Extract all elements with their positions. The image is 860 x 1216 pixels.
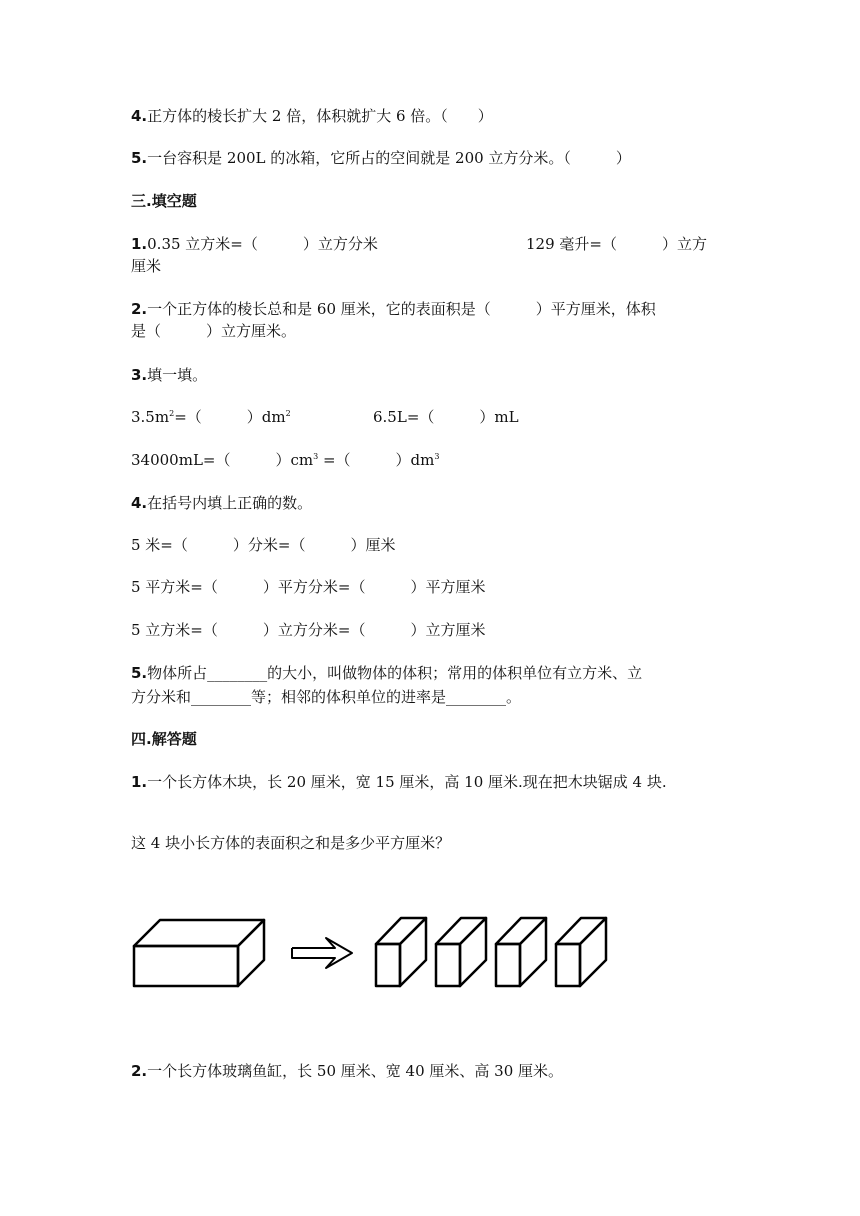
- fill-q3-b: 6.5L=（ ）mL: [373, 408, 519, 426]
- fill-q4-r1: 5 米=（ ）分米=（ ）厘米: [131, 536, 396, 554]
- question-number: 1.: [131, 235, 148, 253]
- section-heading-fill: 三.填空题: [131, 192, 197, 210]
- question-number: 5.: [131, 664, 148, 682]
- question-text: 填一填。: [147, 366, 208, 384]
- question-text: 在括号内填上正确的数。: [147, 494, 313, 512]
- small-cuboid-4: [556, 918, 606, 986]
- exponent: 2: [285, 409, 291, 418]
- question-number: 4.: [131, 107, 148, 125]
- fill-q1-right: 129 毫升=（ ）立方: [526, 235, 707, 253]
- fill-q3-a: [131, 406, 291, 428]
- question-number: 4.: [131, 494, 148, 512]
- fill-q4-r2: 5 平方米=（ ）平方分米=（ ）平方厘米: [131, 578, 486, 596]
- small-cuboid-2: [436, 918, 486, 986]
- fill-q2-line1: [131, 298, 656, 320]
- expr-part: =（ ）dm: [174, 408, 286, 426]
- fill-q3: [131, 364, 207, 386]
- fill-q4: [131, 492, 312, 514]
- solve-q2: [131, 1060, 563, 1082]
- judge-q4: [131, 105, 493, 127]
- small-cuboid-3: [496, 918, 546, 986]
- fill-q5-line1: [131, 662, 642, 684]
- question-text: 物体所占________的大小，叫做物体的体积；常用的体积单位有立方米、立: [147, 664, 643, 682]
- expr-part: 3.5m: [131, 408, 170, 426]
- fill-q3-c: [131, 449, 439, 471]
- question-text: 正方体的棱长扩大 2 倍，体积就扩大 6 倍。（ ）: [147, 107, 493, 125]
- fill-q1-cont: 厘米: [131, 257, 162, 275]
- question-text: 一个正方体的棱长总和是 60 厘米，它的表面积是（ ）平方厘米，体积: [147, 300, 656, 318]
- exponent: 2: [169, 409, 175, 418]
- cuboid-split-figure: [130, 912, 620, 992]
- expr-part: =（ ）dm: [318, 451, 435, 469]
- judge-q5: [131, 147, 631, 169]
- exponent: 3: [313, 452, 319, 461]
- expr-part: 34000mL=（ ）cm: [131, 451, 314, 469]
- small-cuboid-1: [376, 918, 426, 986]
- question-number: 3.: [131, 366, 148, 384]
- large-cuboid: [134, 920, 264, 986]
- exponent: 3: [434, 452, 440, 461]
- question-number: 2.: [131, 1062, 148, 1080]
- question-text: 0.35 立方米=（ ）立方分米: [147, 235, 378, 253]
- solve-q1-line2: 这 4 块小长方体的表面积之和是多少平方厘米？: [131, 834, 451, 852]
- question-text: 一台容积是 200L 的冰箱，它所占的空间就是 200 立方分米。（ ）: [147, 149, 631, 167]
- fill-q4-r3: 5 立方米=（ ）立方分米=（ ）立方厘米: [131, 621, 486, 639]
- fill-q2-line2: 是（ ）立方厘米。: [131, 322, 297, 340]
- fill-q5-line2: 方分米和________等；相邻的体积单位的进率是________。: [131, 688, 522, 706]
- question-text: 一个长方体木块，长 20 厘米，宽 15 厘米，高 10 厘米.现在把木块锯成 4 块.: [147, 773, 667, 791]
- fill-q1: [131, 233, 378, 255]
- question-number: 5.: [131, 149, 148, 167]
- solve-q1-line1: [131, 771, 667, 793]
- question-number: 1.: [131, 773, 148, 791]
- arrow-icon: [292, 938, 352, 968]
- question-text: 一个长方体玻璃鱼缸，长 50 厘米、宽 40 厘米、高 30 厘米。: [147, 1062, 564, 1080]
- question-number: 2.: [131, 300, 148, 318]
- section-heading-solve: 四.解答题: [131, 730, 197, 748]
